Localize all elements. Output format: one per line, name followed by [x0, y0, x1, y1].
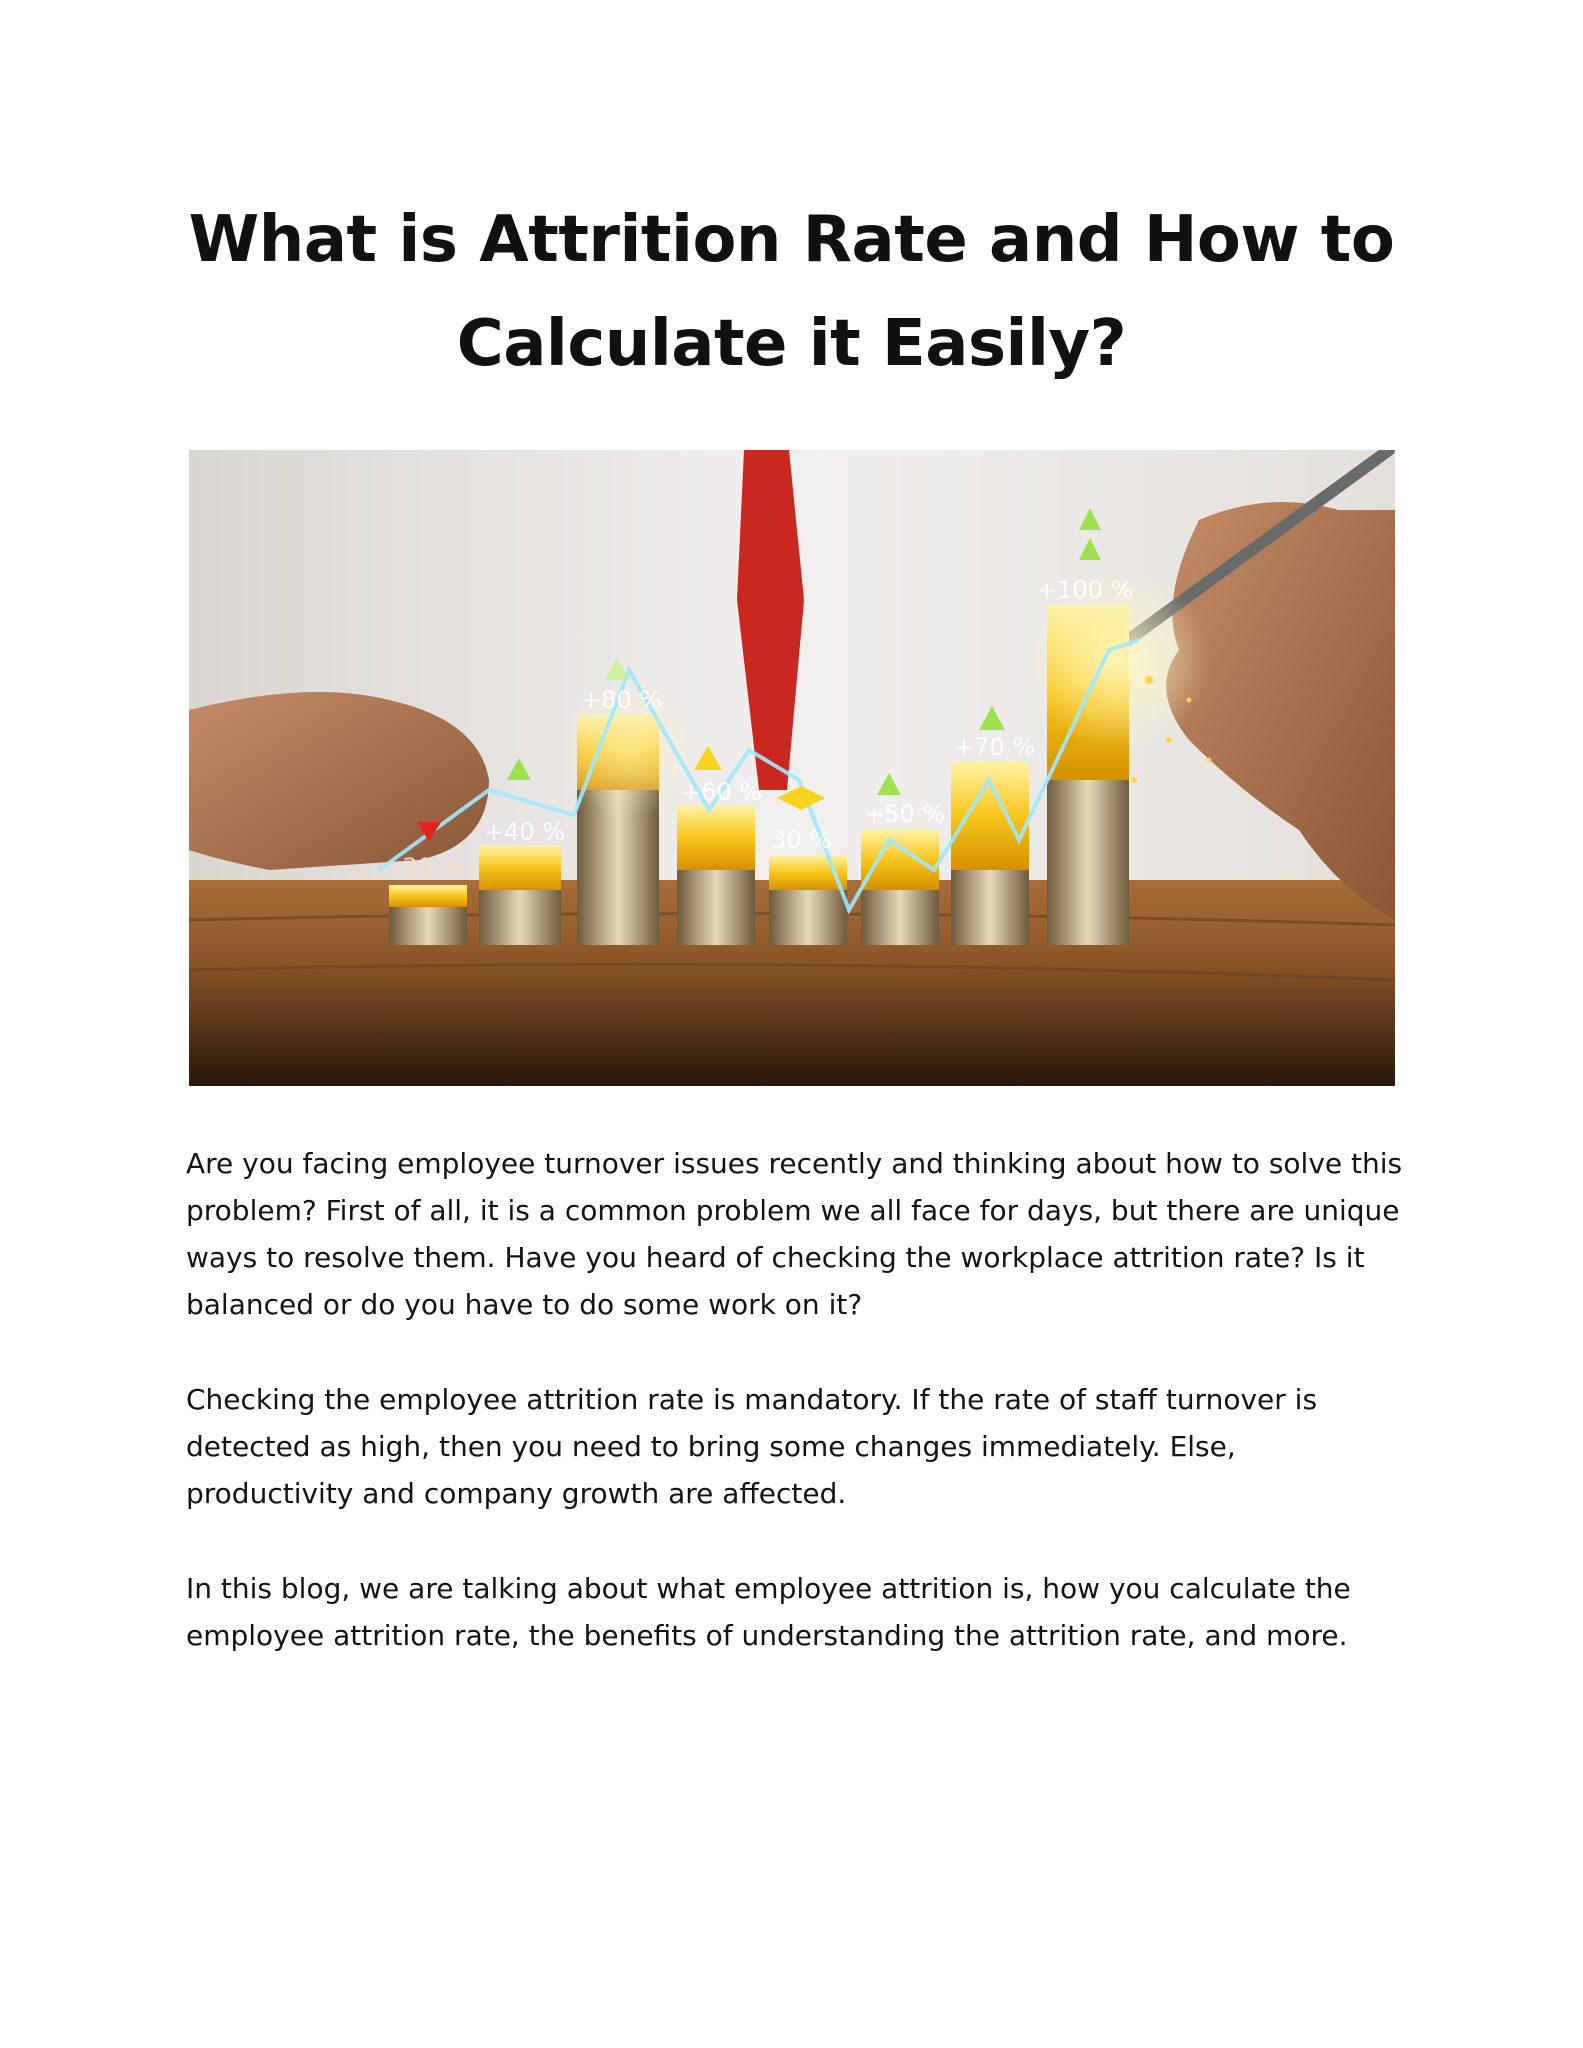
page-title: [0, 188, 1583, 396]
title-line-1: What is Attrition Rate and How to: [188, 203, 1395, 277]
paragraph-intro: Are you facing employee turnover issues recently and thinking about how to solve this problem? First of all, it is a common problem we all face for days, but there are unique ways to resolve them. Have you heard of checking the workplace attrition rate? Is it balanced or do you have to do some work on it?: [186, 1147, 1403, 1321]
label-plus-60: +60 %: [681, 778, 763, 806]
label-plus-100: +100 %: [1037, 576, 1134, 604]
label-plus-70: +70 %: [954, 733, 1036, 761]
paragraph-blog-overview: In this blog, we are talking about what employee attrition is, how you calculate the employee attrition rate, the benefits of understanding the attrition rate, and more.: [186, 1572, 1351, 1652]
label-plus-50: +50 %: [864, 800, 946, 828]
label-plus-40: +40 %: [484, 818, 566, 846]
hero-illustration: [189, 450, 1395, 1086]
label-minus-20: -20 %: [394, 853, 464, 881]
paragraph-mandatory: Checking the employee attrition rate is mandatory. If the rate of staff turnover is detected as high, then you need to bring some changes immediately. Else, productivity and company growth are affected.: [186, 1383, 1318, 1510]
title-line-2: Calculate it Easily?: [456, 307, 1127, 381]
label-30: 30 %: [771, 826, 832, 854]
label-plus-80: +80 %: [581, 686, 663, 714]
hero-image: [189, 450, 1395, 1086]
